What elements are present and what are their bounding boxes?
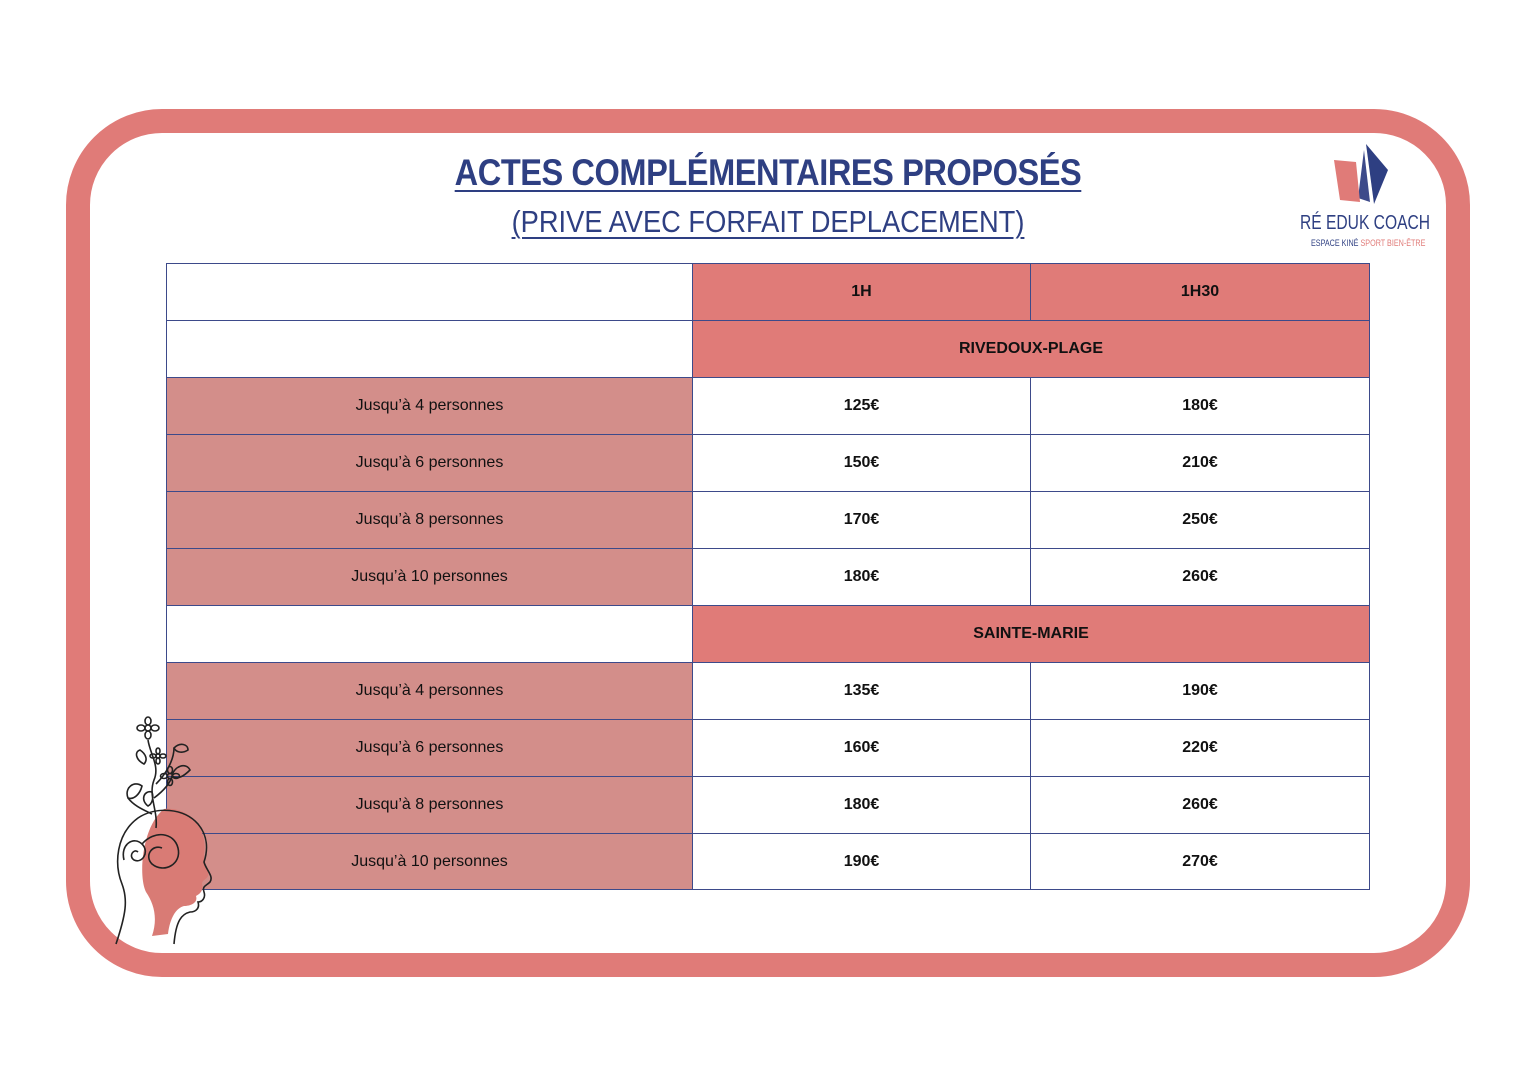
- section-header-rivedoux-plage: RIVEDOUX-PLAGE: [693, 321, 1369, 378]
- row-label: Jusqu’à 4 personnes: [167, 663, 693, 720]
- section-header-sainte-marie: SAINTE-MARIE: [693, 606, 1369, 663]
- row-label: Jusqu’à 8 personnes: [167, 777, 693, 834]
- price-cell: 250€: [1031, 492, 1369, 549]
- row-label: Jusqu’à 10 personnes: [167, 834, 693, 889]
- price-cell: 125€: [693, 378, 1031, 435]
- price-cell: 260€: [1031, 549, 1369, 606]
- table-corner-cell: [167, 264, 693, 321]
- price-cell: 160€: [693, 720, 1031, 777]
- price-cell: 170€: [693, 492, 1031, 549]
- brand-logo: [1300, 142, 1430, 250]
- price-cell: 190€: [1031, 663, 1369, 720]
- price-cell: 220€: [1031, 720, 1369, 777]
- price-cell: 270€: [1031, 834, 1369, 889]
- page-title: ACTES COMPLÉMENTAIRES PROPOSÉS: [454, 152, 1082, 193]
- brand-tagline: ESPACE KINÉ SPORT BIEN-ÊTRE: [1311, 238, 1426, 248]
- column-header-1h: 1H: [693, 264, 1031, 321]
- section-blank-cell: [167, 321, 693, 378]
- price-cell: 150€: [693, 435, 1031, 492]
- price-cell: 190€: [693, 834, 1031, 889]
- row-label: Jusqu’à 6 personnes: [167, 435, 693, 492]
- page-subtitle: (PRIVE AVEC FORFAIT DEPLACEMENT): [511, 204, 1025, 239]
- price-cell: 180€: [693, 777, 1031, 834]
- price-cell: 180€: [693, 549, 1031, 606]
- row-label: Jusqu’à 6 personnes: [167, 720, 693, 777]
- head-with-flowers-icon: [104, 714, 220, 946]
- price-cell: 210€: [1031, 435, 1369, 492]
- price-cell: 260€: [1031, 777, 1369, 834]
- row-label: Jusqu’à 4 personnes: [167, 378, 693, 435]
- row-label: Jusqu’à 8 personnes: [167, 492, 693, 549]
- column-header-1h30: 1H30: [1031, 264, 1369, 321]
- section-blank-cell: [167, 606, 693, 663]
- price-table: [166, 263, 1370, 890]
- brand-name: RÉ EDUK COACH: [1300, 212, 1431, 234]
- sail-logo-icon: [1330, 142, 1392, 206]
- price-cell: 135€: [693, 663, 1031, 720]
- price-cell: 180€: [1031, 378, 1369, 435]
- row-label: Jusqu’à 10 personnes: [167, 549, 693, 606]
